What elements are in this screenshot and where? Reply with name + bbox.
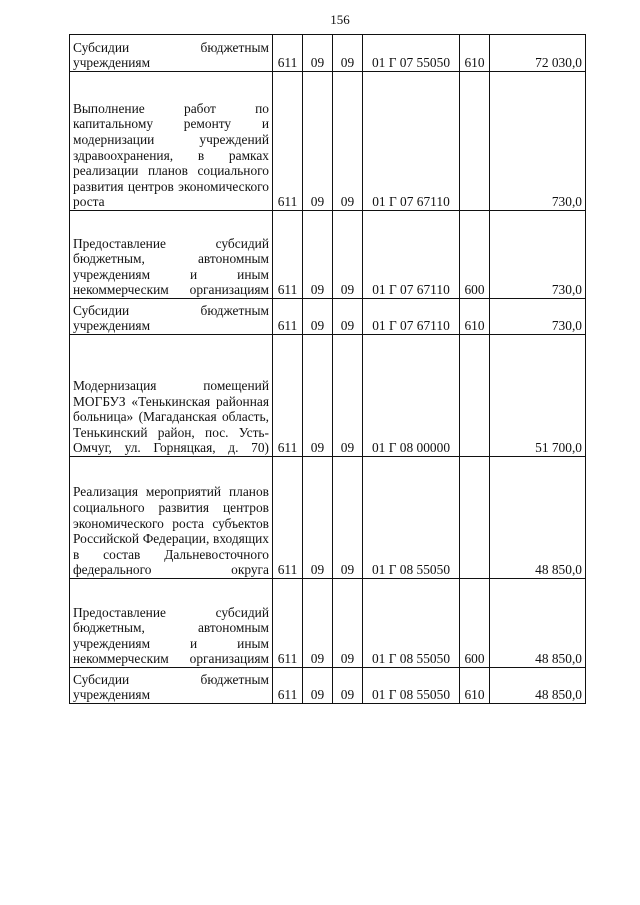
section-code: 09 [303,211,333,299]
expense-type-code: 600 [460,579,490,668]
budget-table [69,34,586,704]
ministry-code: 611 [273,579,303,668]
ministry-code: 611 [273,457,303,579]
subsection-code: 09 [333,72,363,211]
target-article-code: 01 Г 08 00000 [363,335,460,457]
amount: 730,0 [490,299,586,335]
subsection-code: 09 [333,668,363,704]
ministry-code: 611 [273,211,303,299]
table-row [70,72,586,211]
target-article-code: 01 Г 07 67110 [363,211,460,299]
section-code: 09 [303,72,333,211]
subsection-code: 09 [333,211,363,299]
section-code: 09 [303,457,333,579]
amount: 48 850,0 [490,579,586,668]
table-row [70,35,586,72]
expense-type-code: 610 [460,35,490,72]
target-article-code: 01 Г 07 55050 [363,35,460,72]
ministry-code: 611 [273,35,303,72]
target-article-code: 01 Г 08 55050 [363,457,460,579]
row-name: Субсидии бюджетным учреждениям [70,35,273,72]
section-code: 09 [303,668,333,704]
expense-type-code: 610 [460,668,490,704]
table-row [70,457,586,579]
page-number: 156 [330,12,350,27]
target-article-code: 01 Г 08 55050 [363,668,460,704]
row-name: Реализация мероприятий планов социального развития центров экономического роста субъектов Российской Федерации, входящих в состав Дальневосточного федерального округа [70,457,273,579]
amount: 51 700,0 [490,335,586,457]
table-row [70,668,586,704]
target-article-code: 01 Г 08 55050 [363,579,460,668]
subsection-code: 09 [333,35,363,72]
table-row [70,211,586,299]
subsection-code: 09 [333,579,363,668]
row-name: Предоставление субсидий бюджетным, автономным учреждениям и иным некоммерческим организациям [70,579,273,668]
expense-type-code [460,457,490,579]
amount: 72 030,0 [490,35,586,72]
table-row [70,299,586,335]
section-code: 09 [303,579,333,668]
amount: 730,0 [490,211,586,299]
expense-type-code: 600 [460,211,490,299]
amount: 48 850,0 [490,668,586,704]
subsection-code: 09 [333,335,363,457]
expense-type-code: 610 [460,299,490,335]
expense-type-code [460,72,490,211]
table-row [70,579,586,668]
target-article-code: 01 Г 07 67110 [363,299,460,335]
ministry-code: 611 [273,72,303,211]
section-code: 09 [303,35,333,72]
row-name: Субсидии бюджетным учреждениям [70,299,273,335]
ministry-code: 611 [273,335,303,457]
row-name: Модернизация помещений МОГБУЗ «Тенькинская районная больница» (Магаданская область, Тенькинский район, пос. Усть-Омчуг, ул. Горняцкая, д. 70) [70,335,273,457]
row-name: Выполнение работ по капитальному ремонту и модернизации учреждений здравоохранения, в рамках реализации планов социального развития центров экономического роста [70,72,273,211]
table-row [70,335,586,457]
subsection-code: 09 [333,299,363,335]
row-name: Предоставление субсидий бюджетным, автономным учреждениям и иным некоммерческим организациям [70,211,273,299]
amount: 730,0 [490,72,586,211]
subsection-code: 09 [333,457,363,579]
row-name: Субсидии бюджетным учреждениям [70,668,273,704]
target-article-code: 01 Г 07 67110 [363,72,460,211]
section-code: 09 [303,335,333,457]
amount: 48 850,0 [490,457,586,579]
ministry-code: 611 [273,668,303,704]
ministry-code: 611 [273,299,303,335]
expense-type-code [460,335,490,457]
section-code: 09 [303,299,333,335]
